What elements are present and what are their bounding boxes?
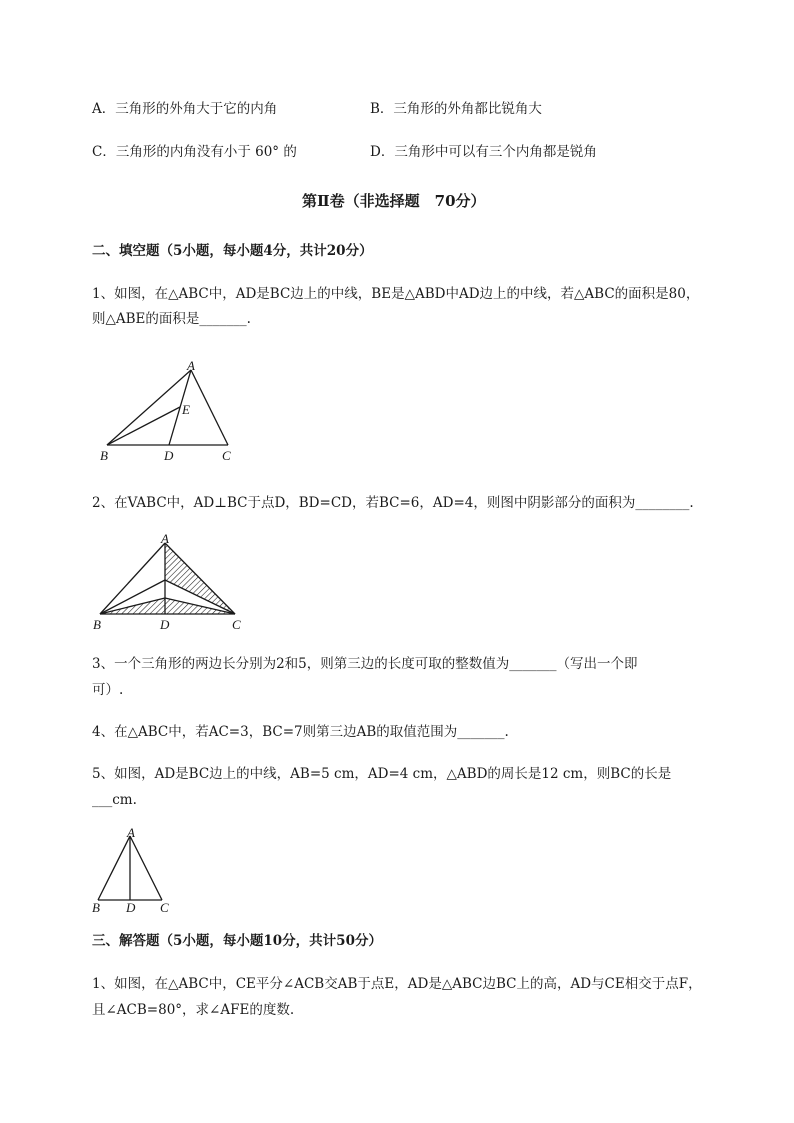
section2-heading: 二、填空题（5小题，每小题4分，共计20分） [92,243,373,259]
q2-label-a: A [161,532,169,546]
q3-line1: 3、一个三角形的两边长分别为2和5，则第三边的长度可取的整数值为_______（写出一个即 [92,656,638,672]
q5-figure [88,826,178,916]
q1-label-d: D [164,448,174,463]
q1-label-b: B [100,448,108,463]
q2-line1: 2、在VABC中，AD⊥BC于点D，BD=CD，若BC=6，AD=4，则图中阴影部分的面积为________. [92,495,694,511]
q5-label-d: D [126,900,136,915]
part2-title: 第Ⅱ卷（非选择题 70分） [302,192,486,210]
q3-line2: 可）. [92,682,124,698]
q2-label-b: B [93,617,101,632]
q5-line1: 5、如图，AD是BC边上的中线，AB=5 cm，AD=4 cm，△ABD的周长是12 cm，则BC的长是 [92,766,672,782]
s3-q1-line1: 1、如图，在△ABC中，CE平分∠ACB交AB于点E，AD是△ABC边BC上的高，AD与CE相交于点F， [92,976,702,992]
q5-label-b: B [92,900,100,915]
q1-figure [96,360,246,466]
option-a: A．三角形的外角大于它的内角 [92,101,278,117]
q5-label-c: C [160,900,169,915]
q2-figure [90,532,250,634]
option-d: D．三角形中可以有三个内角都是锐角 [370,144,597,160]
q5-line2: ___cm. [92,792,137,808]
q1-line2: 则△ABE的面积是_______. [92,311,251,327]
option-b: B．三角形的外角都比锐角大 [370,101,542,117]
q1-label-a: A [187,360,195,373]
q2-label-c: C [232,617,241,632]
q5-label-a: A [127,826,135,840]
q2-label-d: D [160,617,170,632]
q1-line1: 1、如图，在△ABC中，AD是BC边上的中线，BE是△ABD中AD边上的中线，若△ABC的面积是80， [92,286,700,302]
section3-heading: 三、解答题（5小题，每小题10分，共计50分） [92,933,382,949]
option-c: C．三角形的内角没有小于 60° 的 [92,144,297,160]
q1-label-e: E [182,402,190,417]
q4-line1: 4、在△ABC中，若AC=3，BC=7则第三边AB的取值范围为_______. [92,724,509,740]
q1-label-c: C [222,448,231,463]
s3-q1-line2: 且∠ACB=80°，求∠AFE的度数. [92,1002,295,1018]
